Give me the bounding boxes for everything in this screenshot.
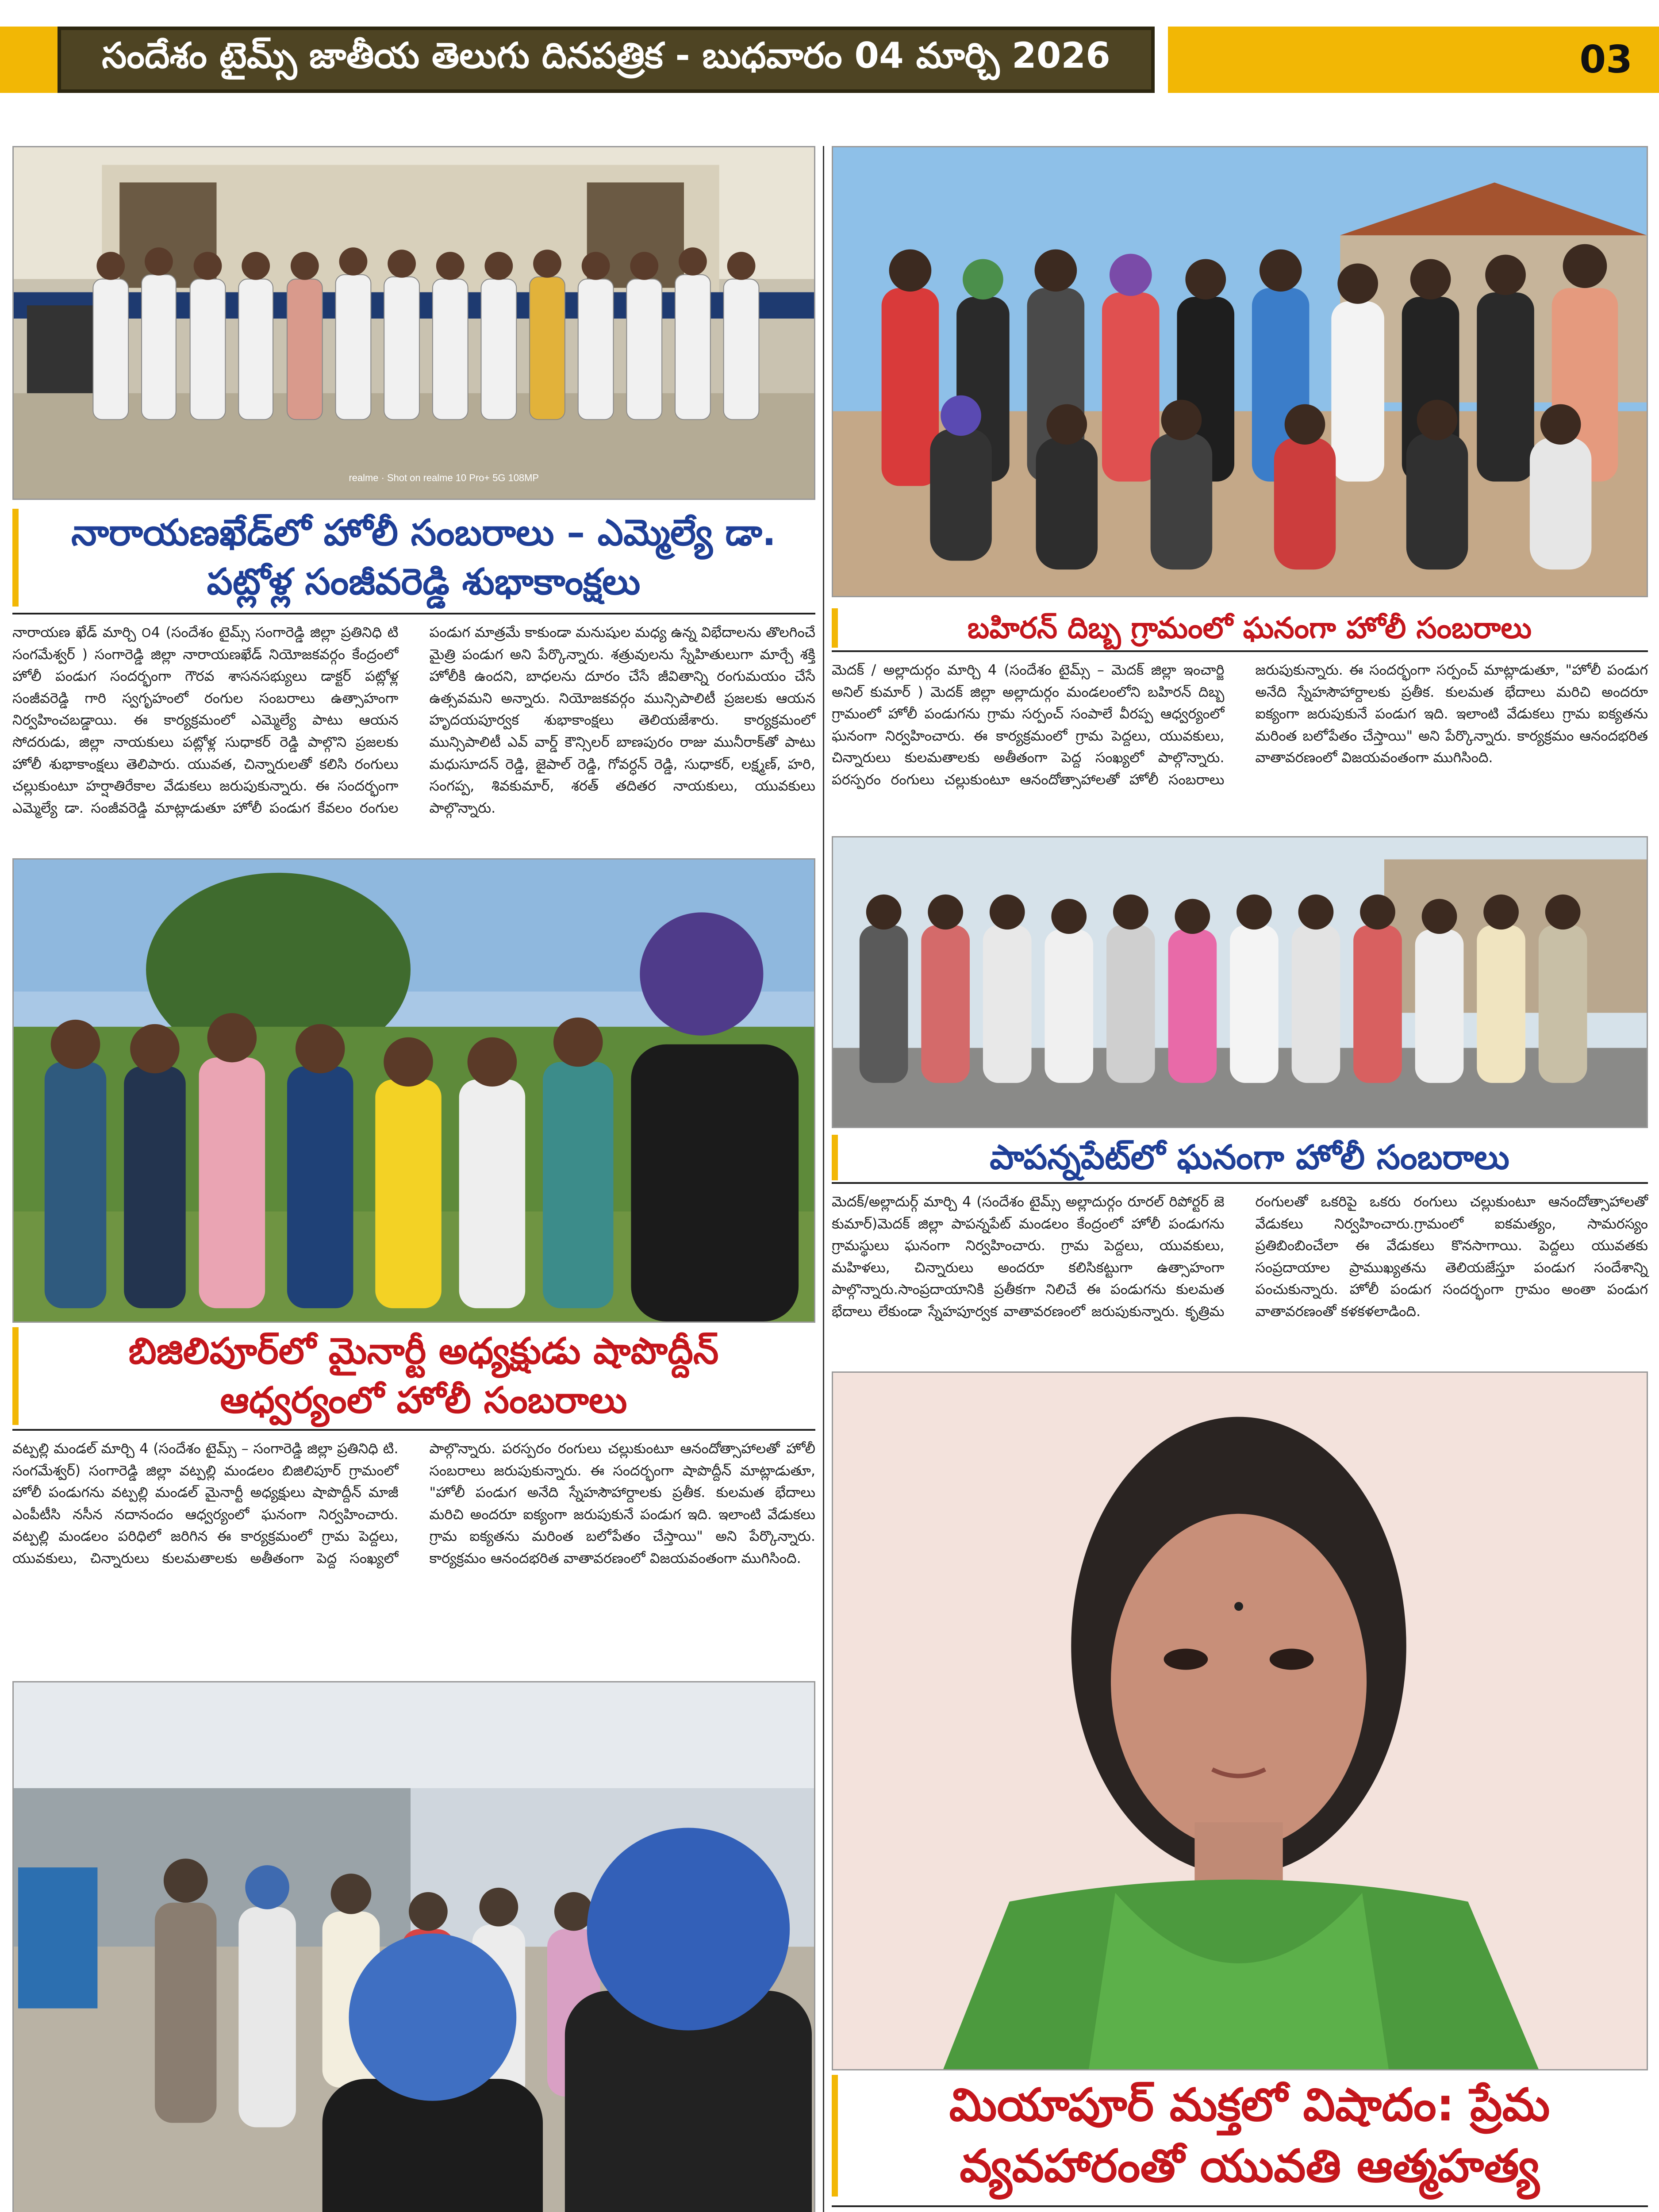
photo-ravinder-family: [12, 1681, 815, 2212]
headline-bahiran-dibba: బహిరన్ దిబ్బ గ్రామంలో ఘనంగా హోలీ సంబరాలు: [832, 608, 1648, 648]
headline-bijilipur-line2: ఆధ్వర్యంలో హోలీ సంబరాలు: [220, 1379, 627, 1421]
photo-bijilipur-group: [12, 858, 815, 1323]
headline-narayankhed: [12, 509, 815, 607]
photo-overlay-text: realme · Shot on realme 10 Pro+ 5G 108MP: [349, 472, 539, 484]
photo-papannapet-group: [832, 836, 1648, 1128]
headline-bijilipur: [12, 1327, 815, 1425]
photo-miyapur-portrait: [832, 1371, 1648, 2070]
headline-rule: [832, 650, 1648, 652]
headline-bijilipur-line1: బిజిలిపూర్‌లో మైనార్టీ అధ్యక్షుడు షాపొద్దీన్: [128, 1330, 719, 1372]
photo-narayankhed-group: [12, 146, 815, 500]
article-body-bijilipur: వట్పల్లి మండల్ మార్చి 4 (సందేశం టైమ్స్ – సంగారెడ్డి జిల్లా ప్రతినిధి టి. సంగమేశ్వర్) సంగారెడ్డి జిల్లా వట్పల్లి మండలం బిజిలిపూర్ గ్రామంలో హోలీ పండుగను వట్పల్లి మండల్ మైనార్టీ అధ్యక్షులు షాపొద్దీన్ మాజీ ఎంపీటీసి నసీన నదానందం ఆధ్వర్యంలో ఘనంగా నిర్వహించారు. వట్పల్లి మండలం పరిధిలో జరిగిన ఈ కార్యక్రమంలో గ్రామ పెద్దలు, యువకులు, చిన్నారులు కులమతాలకు అతీతంగా పెద్ద సంఖ్యలో పాల్గొన్నారు. పరస్పరం రంగులు చల్లుకుంటూ ఆనందోత్సాహాలతో హోలీ సంబరాలు జరుపుకున్నారు. ఈ సందర్భంగా షాపొద్దీన్ మాట్లాడుతూ, "హోలీ పండుగ అనేది స్నేహసౌహార్దాలకు ప్రతీక. కులమత భేదాలు మరిచి అందరూ ఐక్యంగా జరుపుకునే పండుగ ఇది. ఇలాంటి వేడుకలు గ్రామ ఐక్యతను మరింత బలోపేతం చేస్తాయి" అని పేర్కొన్నారు. కార్యక్రమం ఆనందభరిత వాతావరణంలో విజయవంతంగా ముగిసింది.: [12, 1440, 815, 1567]
headline-rule: [832, 1182, 1648, 1184]
headline-miyapur-line1: మియాపూర్ మక్తలో విషాదం: ప్రేమ: [949, 2079, 1550, 2131]
article-body-bahiran-dibba: మెదక్ / అల్లాదుర్గం మార్చి 4 (సందేశం టైమ్స్ – మెదక్ జిల్లా ఇంచార్జి అనిల్ కుమార్ ) మెదక్ జిల్లా అల్లాదుర్గం మండలంలోని బహిరన్ దిబ్బ గ్రామంలో హోలీ పండుగను గ్రామ సర్పంచ్ సంపాలే వీరప్ప ఆధ్వర్యంలో ఘనంగా నిర్వహించారు. ఈ కార్యక్రమంలో గ్రామ పెద్దలు, యువకులు, చిన్నారులు కులమతాలకు అతీతంగా పెద్ద సంఖ్యలో పాల్గొన్నారు. పరస్పరం రంగులు చల్లుకుంటూ ఆనందోత్సాహాలతో హోలీ సంబరాలు జరుపుకున్నారు. ఈ సందర్భంగా సర్పంచ్ మాట్లాడుతూ, "హోలీ పండుగ అనేది స్నేహసౌహార్దాలకు ప్రతీక. కులమత భేదాలు మరిచి అందరూ ఐక్యంగా జరుపుకునే పండుగ ఇది. ఇలాంటి వేడుకలు గ్రామ ఐక్యతను మరింత బలోపేతం చేస్తాయి" అని పేర్కొన్నారు. కార్యక్రమం ఆనందభరిత వాతావరణంలో విజయవంతంగా ముగిసింది.: [832, 661, 1648, 788]
headline-rule: [832, 2205, 1648, 2207]
article-body-papannapet: మెదక్/అల్లాదుర్గ్ మార్చి 4 (సందేశం టైమ్స్ అల్లాదుర్గం రూరల్ రిపోర్టర్ జె కుమార్)మెదక్ జిల్లా పాపన్నపేట్ మండలం కేంద్రంలో హోలీ పండుగను గ్రామస్థులు ఘనంగా నిర్వహించారు. గ్రామ పెద్దలు, యువకులు, మహిళలు, చిన్నారులు అందరూ కలిసికట్టుగా ఉత్సాహంగా పాల్గొన్నారు.సాంప్రదాయానికి ప్రతీకగా నిలిచే ఈ పండుగను కులమత భేదాలు లేకుండా స్నేహపూర్వక వాతావరణంలో జరుపుకున్నారు. కృత్రిమ రంగులతో ఒకరిపై ఒకరు రంగులు చల్లుకుంటూ ఆనందోత్సాహాలతో వేడుకలు నిర్వహించారు.గ్రామంలో ఐకమత్యం, సామరస్యం ప్రతిబింబించేలా ఈ వేడుకలు కొనసాగాయి. పెద్దలు యువతకు సంప్రదాయాల ప్రాముఖ్యతను తెలియజేస్తూ పండుగ సందేశాన్ని పంచుకున్నారు. హోలీ పండుగ సందర్భంగా గ్రామం అంతా పండుగ వాతావరణంతో కళకళలాడింది.: [832, 1193, 1648, 1320]
page-number: 03: [1579, 38, 1632, 82]
column-divider: [823, 146, 824, 2212]
article-body-narayankhed: నారాయణ ఖేడ్ మార్చి ౦4 (సందేశం టైమ్స్ సంగారెడ్డి జిల్లా ప్రతినిధి టి సంగమేశ్వర్ ) సంగారెడ్డి జిల్లా నారాయణఖేడ్ నియోజకవర్గం కేంద్రంలో హోలీ పండుగ సందర్భంగా గౌరవ శాసనసభ్యులు డాక్టర్ పట్లోళ్ల సంజీవరెడ్డి గారి స్వగృహంలో రంగుల సంబరాలు ఉత్సాహంగా నిర్వహించబడ్డాయి. ఈ కార్యక్రమంలో ఎమ్మెల్యే పాటు ఆయన సోదరుడు, జిల్లా నాయకులు పట్లోళ్ల సుధాకర్ రెడ్డి పాల్గొని ప్రజలకు హోలీ శుభాకాంక్షలు తెలిపారు. యువత, చిన్నారులతో కలిసి రంగులు చల్లుకుంటూ హర్షాతిరేకాల వేడుకలు జరుపుకున్నారు. ఈ సందర్భంగా ఎమ్మెల్యే డా. సంజీవరెడ్డి మాట్లాడుతూ హోలీ పండుగ కేవలం రంగుల పండుగ మాత్రమే కాకుండా మనుషుల మధ్య ఉన్న విభేదాలను తొలగించే మైత్రి పండుగ అని పేర్కొన్నారు. శత్రువులను స్నేహితులుగా మార్చే శక్తి హోలీకి ఉందని, బాధలను దూరం చేసే జీవితాన్ని రంగుమయం చేసే ఉత్సవమని అన్నారు. నియోజకవర్గం మున్సిపాలిటీ ప్రజలకు ఆయన హృదయపూర్వక శుభాకాంక్షలు తెలియజేశారు. కార్యక్రమంలో మున్సిపాలిటీ ఎవ్ వార్డ్ కౌన్సిలర్ బాణపురం రాజు మునీరాక్‌తో పాటు మధుసూదన్ రెడ్డి, జైపాల్ రెడ్డి, గోవర్ధన్ రెడ్డి, సుధాకర్, లక్ష్మణ్, హరి, సంగప్ప, శివకుమార్, శరత్ తదితర నాయకులు, యువకులు పాల్గొన్నారు.: [12, 624, 815, 816]
headline-narayankhed-line2: పట్లోళ్ల సంజీవరెడ్డి శుభాకాంక్షలు: [207, 561, 641, 603]
headline-miyapur: [832, 2075, 1648, 2197]
headline-rule: [12, 1429, 815, 1431]
headline-narayankhed-line1: నారాయణఖేడ్‌లో హోలీ సంబరాలు – ఎమ్మెల్యే డా.: [71, 512, 776, 554]
photo-bahiran-dibba-group: [832, 146, 1648, 597]
masthead: [58, 27, 1155, 93]
masthead-title: సందేశం టైమ్స్ జాతీయ తెలుగు దినపత్రిక - బుధవారం 04 మార్చి 2026: [102, 35, 1110, 76]
headline-papannapet: పాపన్నపేట్‌లో ఘనంగా హోలీ సంబరాలు: [832, 1135, 1648, 1180]
headline-rule: [12, 613, 815, 614]
masthead-left-bar: [0, 27, 58, 93]
headline-miyapur-line2: వ్యవహారంతో యువతి ఆత్మహత్య: [960, 2139, 1540, 2193]
